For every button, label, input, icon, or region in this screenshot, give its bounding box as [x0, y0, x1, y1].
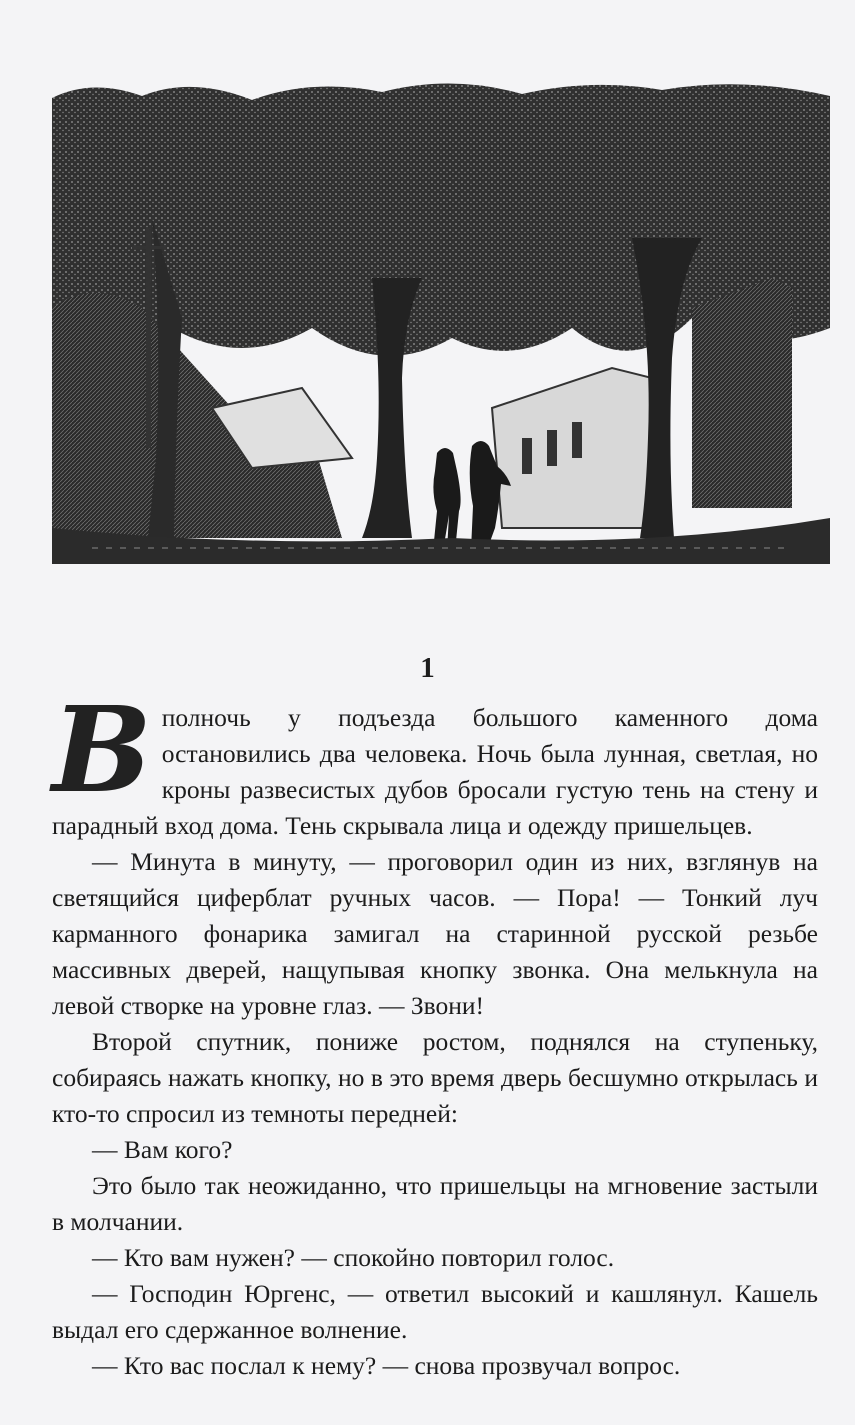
- paragraph-3: Второй спутник, пониже ростом, поднялся на ступеньку, собираясь нажать кнопку, но в это время дверь бесшумно открылась и кто-то спросил из темноты передней:: [52, 1027, 818, 1128]
- trees-night-scene-icon: [52, 78, 830, 564]
- chapter-number: 1: [420, 652, 435, 684]
- drop-cap: В: [52, 680, 152, 819]
- paragraph-4: — Вам кого?: [92, 1135, 233, 1164]
- paragraph-5: Это было так неожиданно, что пришельцы на мгновение застыли в молчании.: [52, 1171, 818, 1236]
- paragraph-6: — Кто вам нужен? — спокойно повторил голос.: [92, 1243, 615, 1272]
- paragraph-2: — Минута в минуту, — проговорил один из них, взглянув на светящийся циферблат ручных часов. — Пора! — Тонкий луч карманного фонарика замигал на старинной русской резьбе массивных дверей, нащупывая кнопку звонка. Она мелькнула на левой створке на уровне глаз. — Звони!: [52, 847, 818, 1020]
- paragraph-1: [52, 680, 818, 844]
- paragraph-7: — Господин Юргенс, — ответил высокий и кашлянул. Кашель выдал его сдержанное волнение.: [52, 1279, 818, 1344]
- chapter-text: [52, 680, 818, 1384]
- paragraph-text: полночь у подъезда большого каменного дома остановились два человека. Ночь была лунная, светлая, но кроны развесистых дубов бросали густую тень на стену и парадный вход дома. Тень скрывала лица и одежду пришельцев.: [52, 703, 818, 840]
- paragraph-8: — Кто вас послал к нему? — снова прозвучал вопрос.: [92, 1351, 681, 1380]
- woodcut-illustration: [52, 78, 830, 564]
